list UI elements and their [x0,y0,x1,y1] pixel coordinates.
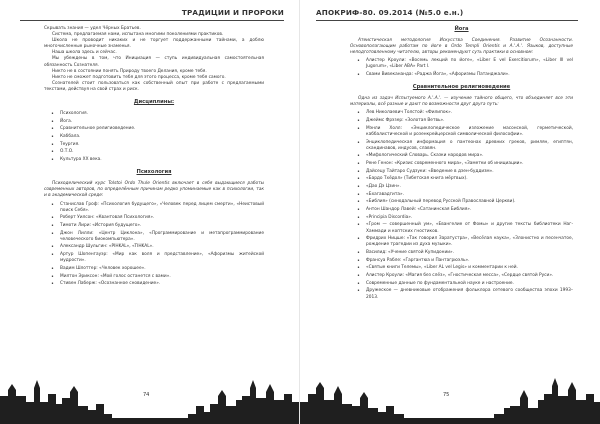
list-item: • Лев Николаевич Толстой: «Филипок». [366,110,573,116]
list-item: • «Гром — совершенный ум», «Евангелие от Фомы» и другие тексты библиотеки Наг-Хаммади и коптских гностиков. [366,222,573,234]
right-running-head: АПОКРИФ-80. 09.2014 (№5.0 е.н.) [316,8,464,17]
paragraph: Школа не проводит никаких и не торгует поддержанными тайнами, а доблю многочисленные рыночные знаменья. [44,38,264,50]
list-item: • «Бхагавадгита». [366,192,573,198]
left-header-rule [20,20,284,21]
list-item: • Роберт Уилсон: «Квантовая Психология». [60,215,264,221]
right-page-number: 75 [443,392,450,398]
list-item: • Антон Шандор Лавей: «Сатанинская Библия». [366,207,573,213]
list-item: • Тимоти Лири: «История будущего». [60,223,264,229]
list-item: • Дружеское — дневниковые отображения фольклора сетевого сообщества эпохи 1993–2013. [366,288,573,300]
list-item: • Алистер Кроули: «Восемь лекций по йоге», «Liber E vel Exercitiorum», «Liber III vel Jugorum», «Liber ABA» Part I. [366,58,573,70]
list-item: • «Дао Дэ Цзин». [366,184,573,190]
list-item: • Дайсецу Тайтаро Судзуки: «Введение в дзен-буддизм». [366,169,573,175]
paragraph: Наша школа здесь и сейчас. [52,50,117,56]
list-item: • Джеймс Фрэзер: «Золотая Ветвь». [366,118,573,124]
list-item: • Йога. [60,119,264,125]
list-item: • Рене Генон: «Кризис современного мира», «Заметки об инициации». [366,161,573,167]
paragraph: Никто не в состоянии понять Природу твоего Делания, кроме тебя. [52,68,207,74]
section-heading-religion: Сравнительное религиоведение [412,84,511,91]
religion-list [350,110,573,300]
list-item: • Свами Вивекананда: «Раджа Йога», «Афоризмы Патанджали». [366,72,573,78]
disciplines-list [44,111,264,163]
paragraph: Мы убеждены в том, что Инициация — ступь индивидуальная самостоятельная обязанность Сознателя. [44,56,264,68]
city-skyline-silhouette [300,344,600,424]
list-item: • Станислав Гроф: «Психология будущего», «Человек перед лицем смерти», «Неистовый поиск Себя». [60,202,264,214]
right-page-body [350,26,573,303]
yoga-list [350,58,573,78]
list-item: • Стивен Лаберж: «Осознанное сновидение». [60,281,264,287]
right-header-rule [316,20,578,21]
paragraph: Система, предлагаемая нами, испытана многими поколениями практиков. [52,32,224,38]
list-item: • Франсуа Рабле: «Гаргантюа и Пантагрюэль». [366,258,573,264]
list-item: • О.Т.О. [60,149,264,155]
list-item: • Василид: «Учение святой Купидонии». [366,250,573,256]
list-item: • Вадим Шлоттер: «Человек хорошее». [60,266,264,272]
paragraph: Сознателей стоит пользоваться как собственный опыт при работе с предлагаемыми текстами, действуя на свой страх и риск. [44,80,264,92]
section-heading-disciplines: Дисциплины: [133,99,175,106]
paragraph: Скрывать знания — удел Чёрных Братьев. [44,26,141,31]
right-page [300,0,600,424]
list-item: • Артур Шопенгауэр: «Мир как воля и представление», «Афоризмы житейской мудрости». [60,252,264,264]
list-item: • «Principia Discordia». [366,215,573,221]
religion-intro: Одна из задач Испытуемого А.'.А.'. — изучение тайного общего, что объединяет все эти материалы, всё разные и дают по возможности друг друга путь: [350,96,573,108]
list-item: • Милтон Эриксон: «Мой голос останется с вами». [60,274,264,280]
list-item: • Психология. [60,111,264,117]
list-item: • Джон Лилли: «Центр Циклона», «Программирование и метапрограммирование человеческого биокомпьютера». [60,231,264,243]
section-heading-psychology: Психология [136,169,172,176]
list-item: • Фридрих Ницше: «Так говорил Заратустра», «Весёлая наука», «Злонистно и песенчатое, рождение трагедии из духа музыки». [366,236,573,248]
paragraph: Никто не сможет подготовить тебя для этого процесса, кроме тебя самого. [52,74,226,80]
list-item: • «Бардо Тхёдол» (Тибетская книга мёртвых). [366,176,573,182]
left-page-body [44,26,264,289]
list-item: • Современные данные по фундаментальной науке и настроение. [366,281,573,287]
section-heading-yoga: Йога [454,26,469,32]
psychology-list [44,202,264,288]
city-skyline-silhouette [0,344,300,424]
list-item: • «Святые книги Телемы», «Liber AL vel Legis» и комментарии к ней. [366,265,573,271]
left-running-head: ТРАДИЦИИ И ПРОРОКИ [181,8,284,17]
psychology-intro: Психоделический курс Tolstoi Ordo Thule Orientis включает в себя выдающиеся работы современных авторов, по определённым причинам редко упоминаемые как в психологии, так и в академической среде: [44,181,264,199]
list-item: • Александр Шульгин: «PIHKAL», «TIHKAL». [60,244,264,250]
yoga-intro: Атеистическая методология Искусства Соединения. Развитие Осознанности. Основополагающим работам по йоге в Ordo Templi Orientis и А.'.А.'. Языков, доступные неподготовленному читателю, авторы рекомендуют суть практики в основном: [350,38,573,56]
list-item: • Культура XX века. [60,157,264,163]
list-item: • Теургия. [60,142,264,148]
list-item: • Мэнли Холл: «Энциклопедическое изложение масонской, герметической, каббалистической и розенкрейцерской символической философии». [366,126,573,138]
list-item: • «Мифологический Словарь. Сказки народов мира». [366,153,573,159]
list-item: • Алистер Кроули: «Магия без слёз», «Гностическая месса», «Сердце святой Руси». [366,273,573,279]
list-item: • Сравнительное религиоведение. [60,126,264,132]
list-item: • Каббала. [60,134,264,140]
list-item: • «Библия» (синодальный перевод Русской Православной Церкви). [366,199,573,205]
list-item: • Энциклопедическая информация о пантеонах древних греков, римлян, египтян, скандинавов, индусов, славян. [366,140,573,152]
left-page-number: 74 [143,392,150,398]
